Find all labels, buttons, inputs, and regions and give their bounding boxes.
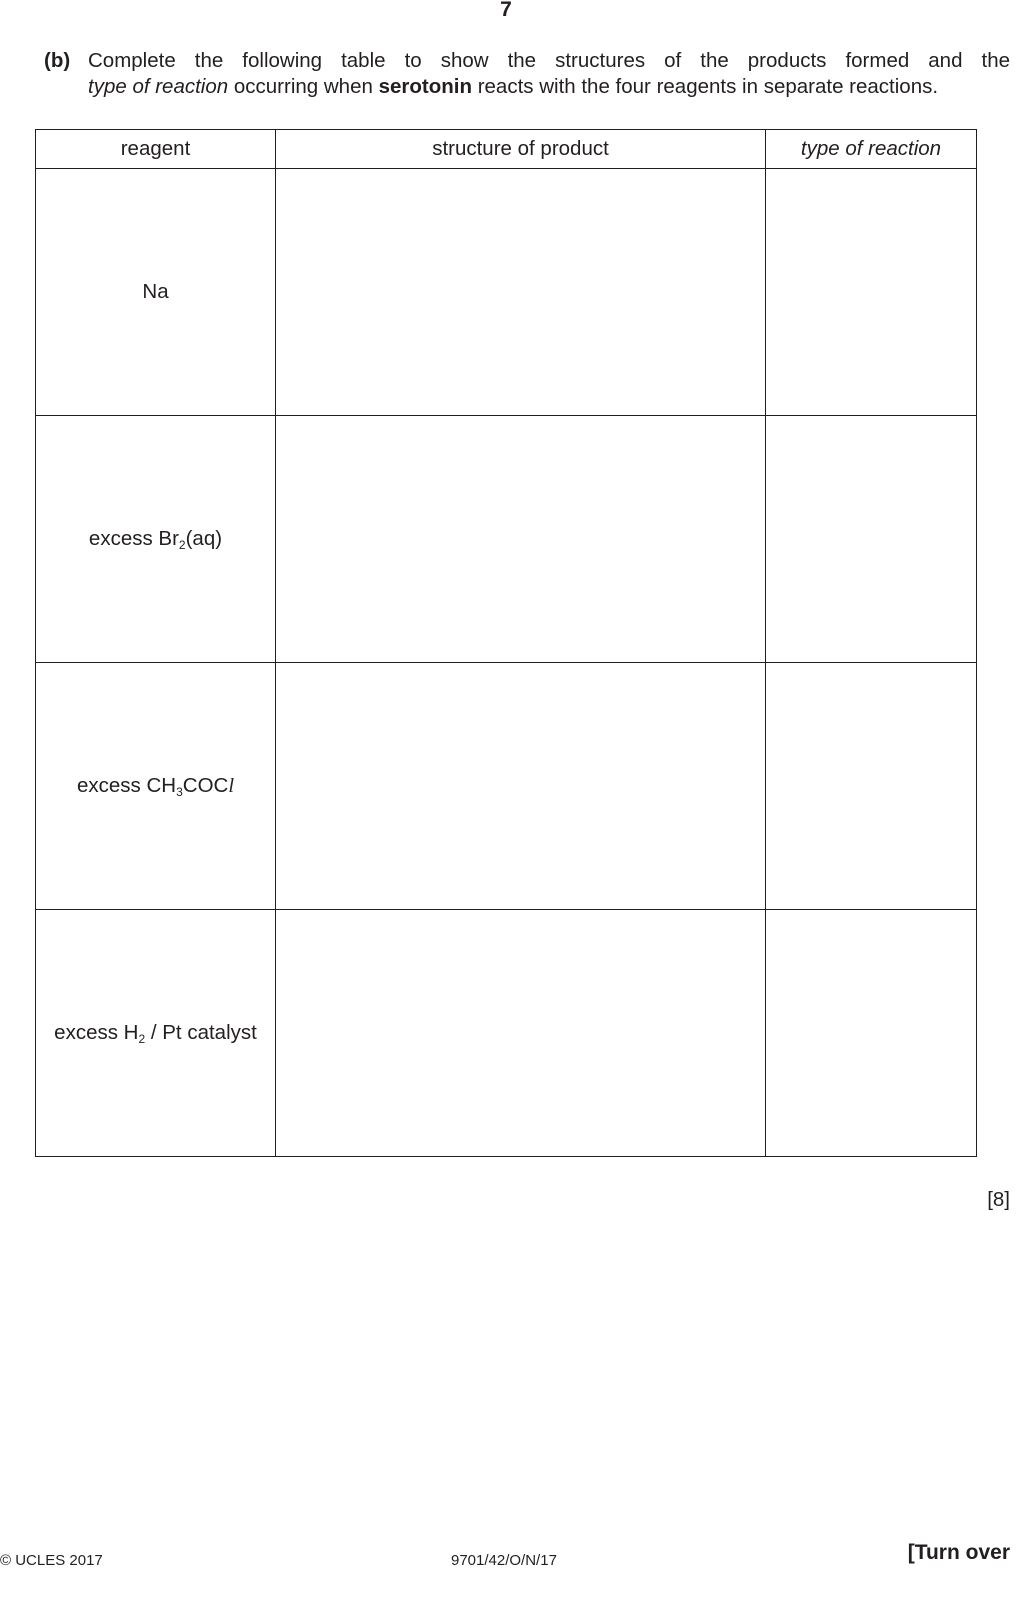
header-structure-of-product: structure of product [276,130,766,169]
reagent-cell-hydrogen: excess $H_2$ / Pt catalyst [36,910,276,1157]
structure-answer-space[interactable] [276,416,766,663]
table-row [36,910,977,1157]
type-of-reaction-answer-space[interactable] [766,416,977,663]
footer-paper-code: 9701/42/O/N/17 [451,1552,557,1569]
structure-answer-space[interactable] [276,663,766,910]
question-text-middle: occurring when [228,75,379,98]
table-row [36,416,977,663]
type-of-reaction-answer-space[interactable] [766,169,977,416]
type-of-reaction-answer-space[interactable] [766,663,977,910]
question-text-line1: Complete the following table to show the structures of the products formed and the [88,49,1010,72]
header-type-of-reaction: type of reaction [766,130,977,169]
page-number: 7 [500,0,512,21]
question-text-end: reacts with the four reagents in separate reactions. [472,75,939,98]
question-label: (b) [44,49,71,72]
table-row [36,663,977,910]
table-header-row [36,130,977,169]
table-row [36,169,977,416]
reagent-cell-ethanoyl-chloride: excess $CH_3COCl$ [36,663,276,910]
answer-table [35,129,977,1157]
reagent-cell-na: Na [36,169,276,416]
marks-total: [8] [987,1188,1010,1211]
structure-answer-space[interactable] [276,169,766,416]
header-reagent: reagent [36,130,276,169]
reagent-cell-bromine: excess $Br_2(aq)$ [36,416,276,663]
question-text-line2 [88,73,1018,100]
question-type-of-reaction-phrase: type of reaction [88,75,229,98]
type-of-reaction-answer-space[interactable] [766,910,977,1157]
question-serotonin-term: serotonin [378,75,472,98]
footer-turn-over: [Turn over [907,1541,1010,1564]
footer-copyright: © UCLES 2017 [0,1552,103,1569]
structure-answer-space[interactable] [276,910,766,1157]
